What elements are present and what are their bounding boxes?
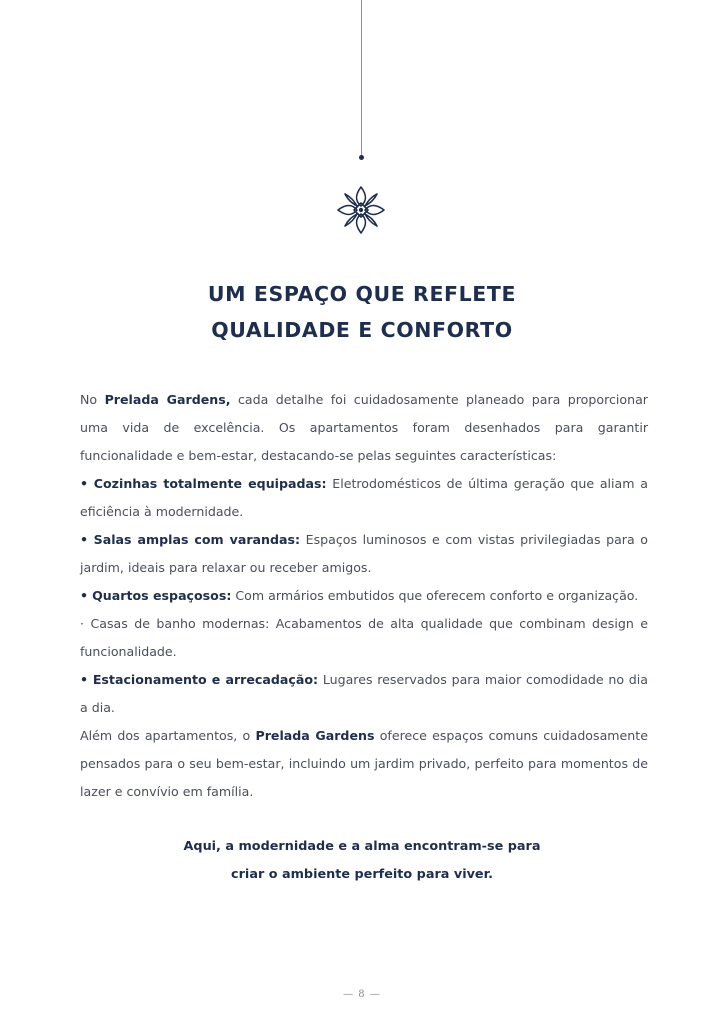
feature-text: Lugares reservados para maior comodidade no dia a dia. [80,672,648,715]
feature-text: Casas de banho modernas: Acabamentos de alta qualidade que combinam design e funcionalidade. [80,616,648,659]
feature-item [80,582,648,610]
closing-statement [0,833,724,889]
feature-bullet: · [80,616,85,631]
feature-item [80,610,648,666]
feature-item [80,666,648,722]
feature-bullet: • [80,476,89,491]
feature-bullet: • [80,532,89,547]
outro-brand: Prelada Gardens [255,728,375,743]
hanging-line [361,0,362,156]
closing-line-1: Aqui, a modernidade e a alma encontram-se para [183,839,541,854]
outro-text: oferece espaços comuns cuidadosamente pensados para o seu bem-estar, incluindo um jardim privado, perfeito para momentos de lazer e convívio em família. [80,728,648,799]
feature-text: Eletrodomésticos de última geração que aliam a eficiência à modernidade. [80,476,648,519]
lotus-ornament-icon [335,184,387,236]
outro-paragraph [80,722,648,806]
outro-prefix: Além dos apartamentos, o [80,728,251,743]
feature-bullet: • [80,588,89,603]
body-text [80,386,648,806]
feature-item [80,526,648,582]
hanging-dot [359,155,364,160]
intro-brand: Prelada Gardens, [104,392,231,407]
heading-line-1: UM ESPAÇO QUE REFLETE [207,282,517,306]
intro-prefix: No [80,392,98,407]
page-number: — 8 — [343,989,381,1000]
feature-title: Salas amplas com varandas: [93,532,301,547]
page-heading [0,276,724,348]
feature-title: Quartos espaçosos: [92,588,232,603]
feature-bullet: • [80,672,89,687]
feature-text: Espaços luminosos e com vistas privilegiadas para o jardim, ideais para relaxar ou receber amigos. [80,532,648,575]
feature-title: Cozinhas totalmente equipadas: [93,476,327,491]
closing-line-2: criar o ambiente perfeito para viver. [231,867,493,882]
feature-text: Com armários embutidos que oferecem conforto e organização. [235,588,639,603]
feature-item [80,470,648,526]
feature-title: Estacionamento e arrecadação: [92,672,319,687]
intro-paragraph [80,386,648,470]
intro-text: cada detalhe foi cuidadosamente planeado para proporcionar uma vida de excelência. Os apartamentos foram desenhados para garantir funcionalidade e bem-estar, destacando-se pelas seguintes características: [80,392,648,463]
heading-line-2: QUALIDADE E CONFORTO [211,318,513,342]
